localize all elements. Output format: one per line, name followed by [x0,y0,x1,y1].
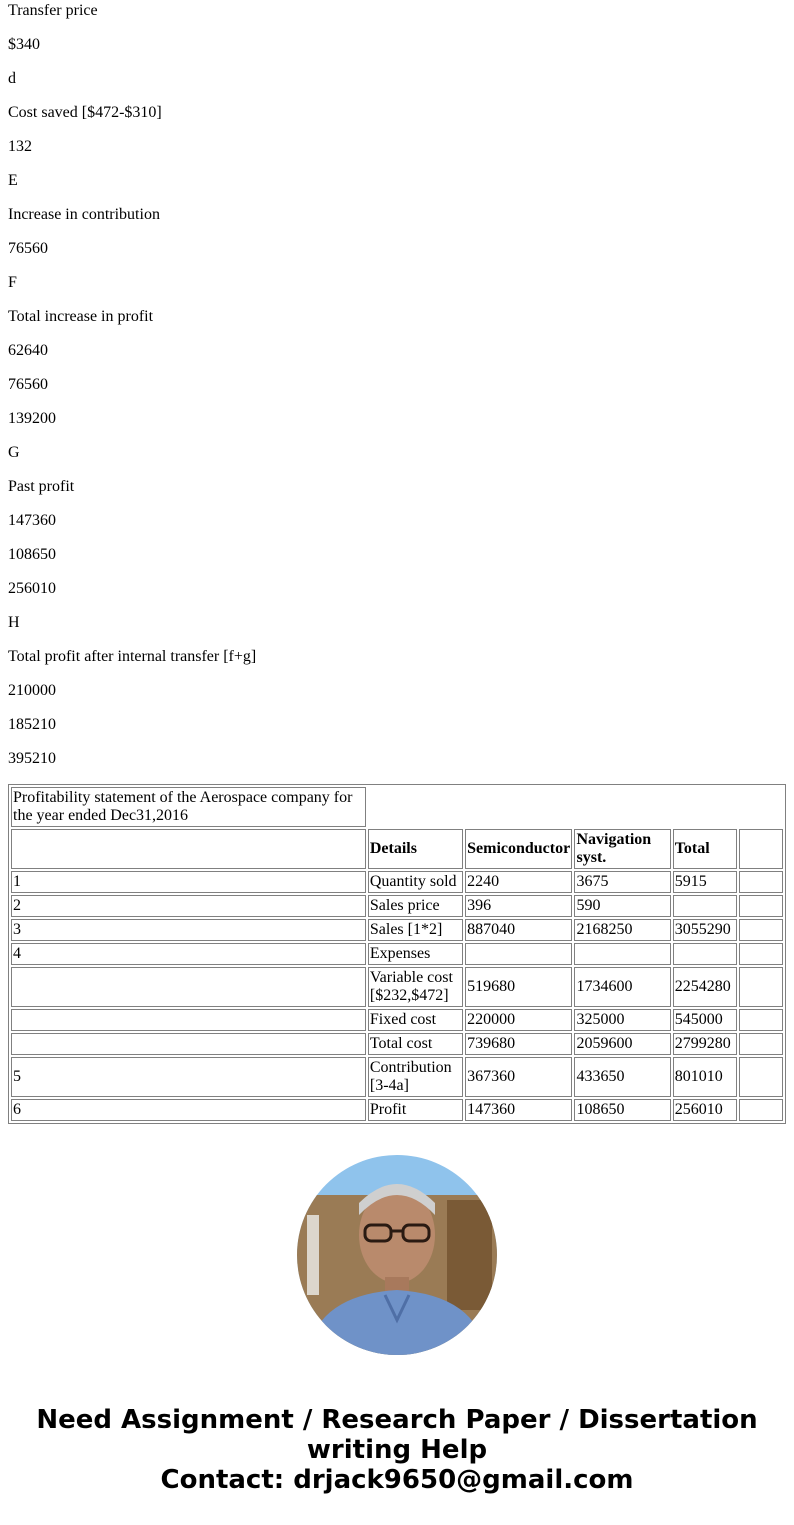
row-detail: Expenses [368,943,463,965]
text-line: 76560 [8,376,48,393]
cell-semiconductor [465,943,572,965]
column-header-semiconductor: Semiconductor [465,829,572,869]
table-row [11,1033,783,1055]
cell-extra [739,871,783,893]
row-detail: Total cost [368,1033,463,1055]
text-line: 185210 [8,716,56,733]
text-line: 395210 [8,750,56,767]
text-line: $340 [8,36,40,53]
cell-extra [739,1033,783,1055]
banner-headline: Need Assignment / Research Paper / Dissertation writing Help [36,1405,758,1465]
table-row [11,967,783,1007]
row-number: 6 [11,1099,366,1121]
text-line: Total increase in profit [8,308,154,325]
cell-extra [739,967,783,1007]
table-row [11,1057,783,1097]
cell-extra [739,1009,783,1031]
cell-semiconductor: 887040 [465,919,572,941]
profitability-table [8,784,786,1124]
cell-total: 256010 [673,1099,737,1121]
table-row [11,943,783,965]
cell-total: 801010 [673,1057,737,1097]
row-detail: Profit [368,1099,463,1121]
banner-contact: Contact: drjack9650@gmail.com [160,1465,634,1495]
row-detail: Sales [1*2] [368,919,463,941]
text-line: d [8,70,16,87]
contact-banner [0,1405,794,1495]
text-line: 147360 [8,512,56,529]
cell-total: 545000 [673,1009,737,1031]
cell-extra [739,895,783,917]
column-header [739,829,783,869]
cell-semiconductor: 220000 [465,1009,572,1031]
row-number: 2 [11,895,366,917]
cell-navigation: 325000 [574,1009,670,1031]
text-line: 256010 [8,580,56,597]
table-row [11,1009,783,1031]
row-number [11,1033,366,1055]
text-line: F [8,274,17,291]
author-photo [297,1155,497,1355]
cell-semiconductor: 396 [465,895,572,917]
carved-door [447,1200,492,1310]
cell-total: 3055290 [673,919,737,941]
column-header-navigation: Navigation syst. [574,829,670,869]
cell-extra [739,919,783,941]
text-line: Increase in contribution [8,206,160,223]
cell-extra [739,943,783,965]
cell-navigation: 433650 [574,1057,670,1097]
table-title-row [11,787,783,827]
text-line: 108650 [8,546,56,563]
column-header-total: Total [673,829,737,869]
cell-total: 2799280 [673,1033,737,1055]
cell-total: 5915 [673,871,737,893]
text-line: Transfer price [8,2,98,19]
row-number: 1 [11,871,366,893]
text-line: Past profit [8,478,75,495]
text-line: Cost saved [$472-$310] [8,104,162,121]
table-row [11,895,783,917]
row-detail: Contribution [3-4a] [368,1057,463,1097]
cell-navigation: 590 [574,895,670,917]
cell-extra [739,1057,783,1097]
row-detail: Quantity sold [368,871,463,893]
row-detail: Fixed cost [368,1009,463,1031]
row-number [11,1009,366,1031]
cell-navigation: 2168250 [574,919,670,941]
cell-semiconductor: 2240 [465,871,572,893]
text-line: 62640 [8,342,48,359]
row-number: 4 [11,943,366,965]
text-line: E [8,172,18,189]
cell-semiconductor: 519680 [465,967,572,1007]
text-line: 76560 [8,240,48,257]
cell-total [673,943,737,965]
cell-semiconductor: 739680 [465,1033,572,1055]
text-line: 210000 [8,682,56,699]
cell-extra [739,1099,783,1121]
cell-semiconductor: 367360 [465,1057,572,1097]
solution-text [0,2,794,768]
table-title: Profitability statement of the Aerospace company for the year ended Dec31,2016 [11,787,366,827]
cell-total [673,895,737,917]
row-number: 5 [11,1057,366,1097]
row-number: 3 [11,919,366,941]
cell-total: 2254280 [673,967,737,1007]
text-line: 132 [8,138,32,155]
row-number [11,967,366,1007]
text-line: H [8,614,20,631]
row-detail: Variable cost [$232,$472] [368,967,463,1007]
portrait-image [297,1155,497,1355]
text-line: Total profit after internal transfer [f+g] [8,648,257,665]
table-row [11,1099,783,1121]
text-line: 139200 [8,410,56,427]
switchboard [307,1215,319,1295]
table-row [11,871,783,893]
text-line: G [8,444,20,461]
cell-navigation [574,943,670,965]
column-header-details: Details [368,829,463,869]
column-header [11,829,366,869]
table-row [11,919,783,941]
row-detail: Sales price [368,895,463,917]
cell-navigation: 3675 [574,871,670,893]
cell-navigation: 1734600 [574,967,670,1007]
cell-navigation: 108650 [574,1099,670,1121]
cell-semiconductor: 147360 [465,1099,572,1121]
table-header-row [11,829,783,869]
cell-navigation: 2059600 [574,1033,670,1055]
